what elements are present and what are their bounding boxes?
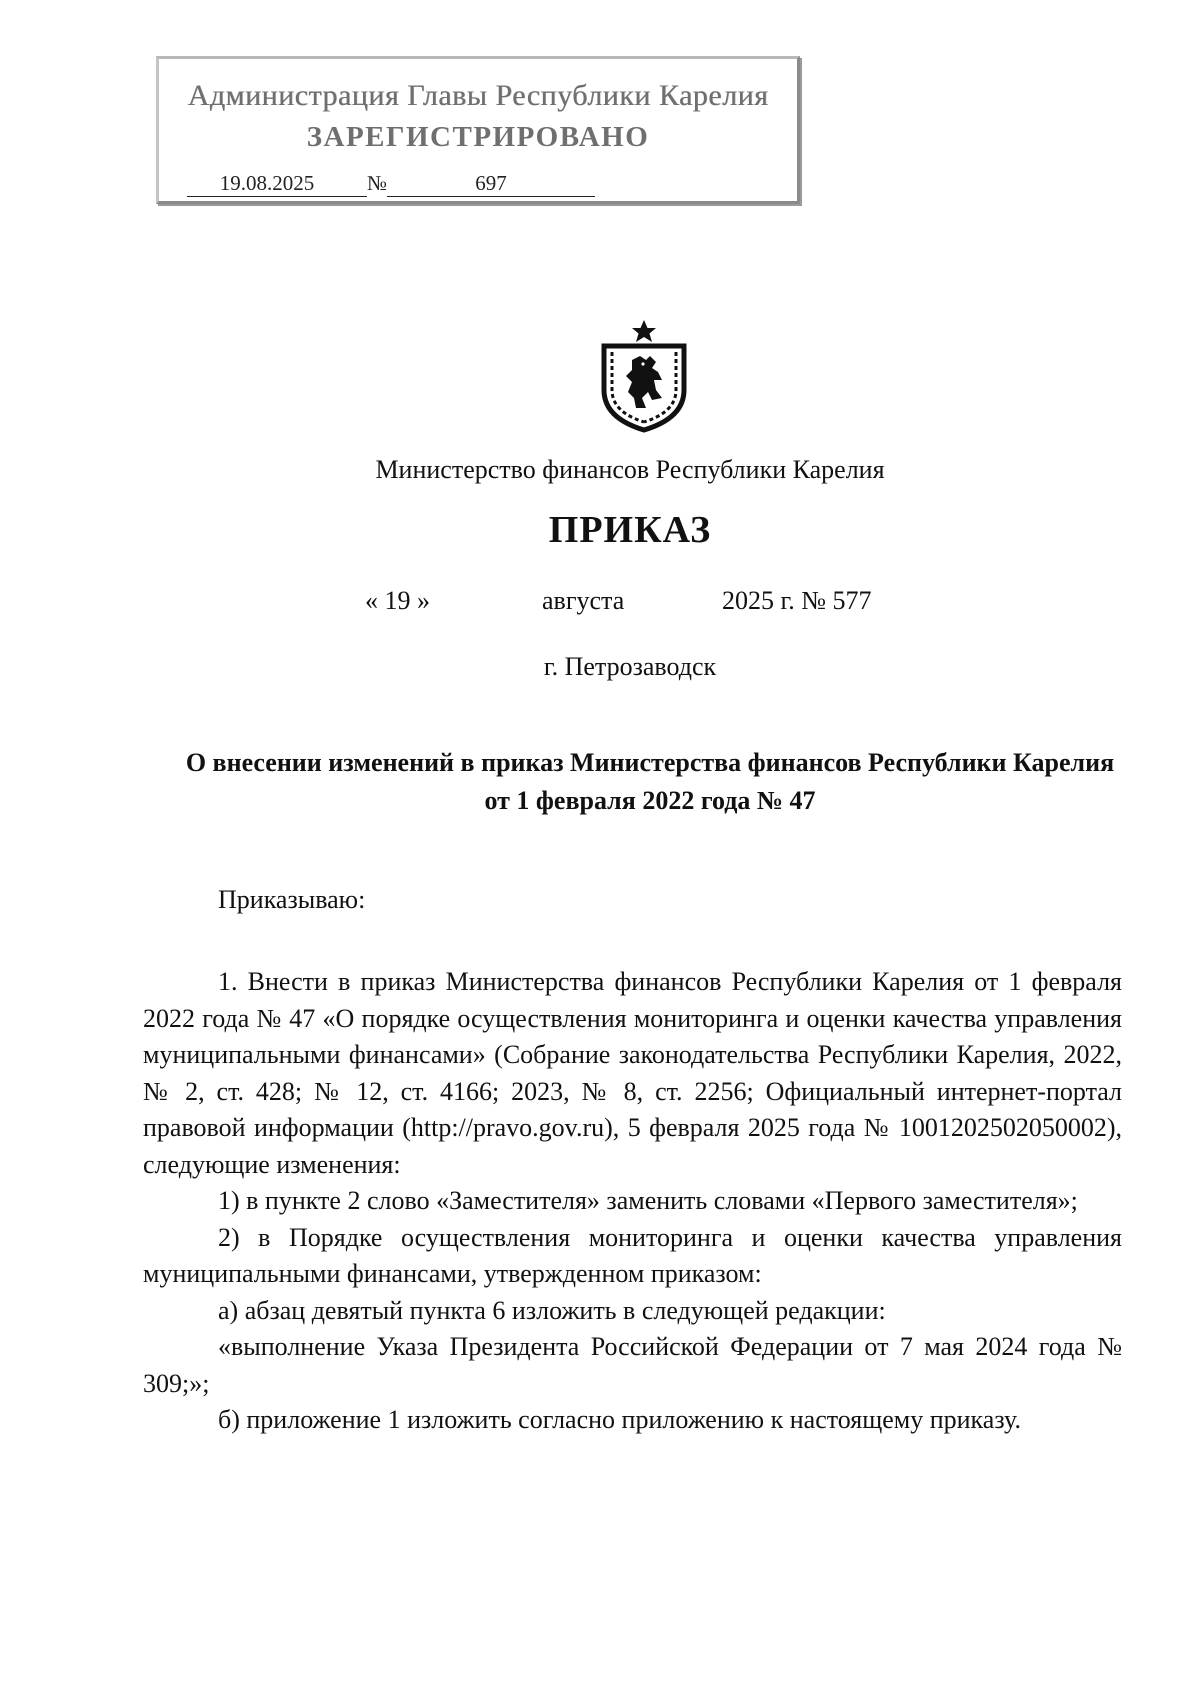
stamp-reg-number: 697 (387, 171, 595, 197)
paragraph-1-1: 1) в пункте 2 слово «Заместителя» заменить словами «Первого заместителя»; (218, 1186, 1078, 1215)
paragraph-1: 1. Внести в приказ Министерства финансов Республики Карелия от 1 февраля 2022 года № 47 «О порядке осуществления мониторинга и оценки качества управления муниципальными финансами» (Собрание законодательства Республики Карелия, 2022, № 2, ст. 428; № 12, ст. 4166; 2023, № 8, ст. 2256; Официальный интернет-портал правовой информации (http://pravo.gov.ru), 5 февраля 2025 года № 1001202502050002), следующие изменения: (143, 967, 1122, 1179)
order-body (143, 964, 1122, 1439)
stamp-authority: Администрация Главы Республики Карелия (187, 79, 769, 112)
city: г. Петрозаводск (543, 652, 717, 681)
document-type: ПРИКАЗ (548, 509, 712, 551)
paragraph-b: б) приложение 1 изложить согласно приложению к настоящему приказу. (218, 1405, 1021, 1434)
orders-paragraph: Приказываю: (218, 885, 366, 914)
karelia-coat-of-arms-icon (596, 318, 692, 434)
paragraph-a-quote: «выполнение Указа Президента Российской Федерации от 7 мая 2024 года № 309;»; (143, 1332, 1122, 1398)
stamp-registration-line (187, 171, 595, 197)
order-day: « 19 » (365, 586, 430, 615)
order-month: августа (542, 586, 625, 615)
paragraph-1-2: 2) в Порядке осуществления мониторинга и оценки качества управления муниципальными финансами, утвержденном приказом: (143, 1222, 1122, 1288)
order-year-number: 2025 г. № 577 (722, 586, 872, 615)
stamp-number-sign: № (367, 171, 388, 195)
paragraph-a: а) абзац девятый пункта 6 изложить в следующей редакции: (218, 1295, 886, 1325)
ministry-name: Министерство финансов Республики Карелия (375, 455, 885, 484)
stamp-reg-date: 19.08.2025 (187, 171, 347, 197)
orders-word (143, 882, 1122, 919)
stamp-underline-gap (347, 171, 367, 197)
stamp-registered-label: ЗАРЕГИСТРИРОВАНО (306, 121, 650, 153)
order-subject: О внесении изменений в приказ Министерства финансов Республики Карелия от 1 февраля 2022 года № 47 (185, 748, 1115, 815)
registration-stamp (156, 56, 800, 204)
